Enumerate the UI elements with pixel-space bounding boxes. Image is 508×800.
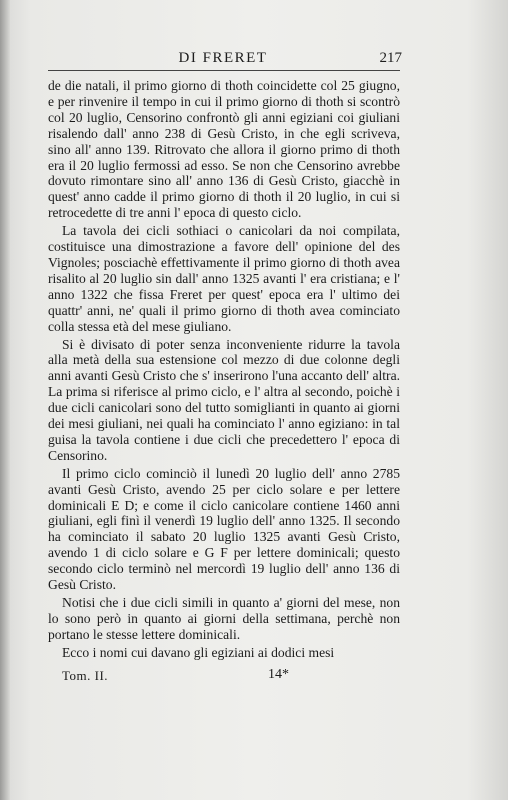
page-gutter-shadow xyxy=(0,0,10,800)
volume-mark: Tom. II. xyxy=(62,668,109,683)
header-rule xyxy=(48,70,400,71)
page-number: 217 xyxy=(379,50,402,66)
paragraph-1: de die natali, il primo giorno di thoth coincidette col 25 giugno, e per rinvenire il tempo in cui il primo giorno di thoth si scontrò col 20 luglio, Censorino confrontò gli anni egiziani coi giuliani risalendo dall' anno 238 di Gesù Cristo, in che egli scriveva, sino all' anno 139. Ritrovato che allora il giorno primo di thoth era il 20 luglio fermossi ad esso. Se non che Censorino avrebbe dovuto rimontare sino all' anno 136 di Gesù Cristo, giacchè in quest' anno cadde il primo giorno di thoth il 20 luglio, in cui si retrocedette di tre anni l' epoca di questo ciclo. xyxy=(48,78,400,221)
paragraph-4: Il primo ciclo cominciò il lunedì 20 luglio dell' anno 2785 avanti Gesù Cristo, avendo 25 per ciclo solare e per lettere dominicali E D; e come il ciclo canicolare contiene 1460 anni giuliani, egli finì il venerdì 19 luglio dell' anno 1325. Il secondo ha cominciato il sabato 20 luglio 1325 avanti Gesù Cristo, avendo 1 di ciclo solare e G F per lettere dominicali; questo secondo ciclo terminò nel mercordì 19 luglio dell' anno 136 di Gesù Cristo. xyxy=(48,465,400,593)
paragraph-2: La tavola dei cicli sothiaci o canicolari da noi compilata, costituisce una dimostrazione a favore dell' opinione del des Vignoles; posciachè effettivamente il primo giorno di thoth avea risalito al 20 luglio sin dall' anno 1325 avanti l' era cristiana; e l' anno 1322 che fissa Freret per quest' epoca era l' ultimo dei quattr' anni, ne' quali il primo giorno di thoth avea cominciato colla stessa età del mese giuliano. xyxy=(48,223,400,334)
signature-mark: 14* xyxy=(268,667,289,682)
paragraph-6: Ecco i nomi cui davano gli egiziani ai dodici mesi xyxy=(62,644,335,660)
page-footer xyxy=(62,668,400,688)
running-title: DI FRERET xyxy=(178,50,268,66)
body-text xyxy=(48,78,400,663)
paragraph-3: Si è divisato di poter senza inconveniente ridurre la tavola alla metà della sua estensione col mezzo di due colonne degli anni avanti Gesù Cristo che s' inserirono l'una accanto dell' altra. La prima si riferisce al primo ciclo, e l' altra al secondo, poichè i due cicli canicolari sono del tutto somiglianti in quanto ai giorni dei mesi giuliani, nei quali ha cominciato l' anno egiziano: in tal guisa la tavola contiene i due cicli che precedettero l' epoca di Censorino. xyxy=(48,336,400,463)
paragraph-5: Notisi che i due cicli simili in quanto a' giorni del mese, non lo sono però in quanto ai giorni della settimana, perchè non portano le stesse lettere dominicali. xyxy=(48,595,400,642)
